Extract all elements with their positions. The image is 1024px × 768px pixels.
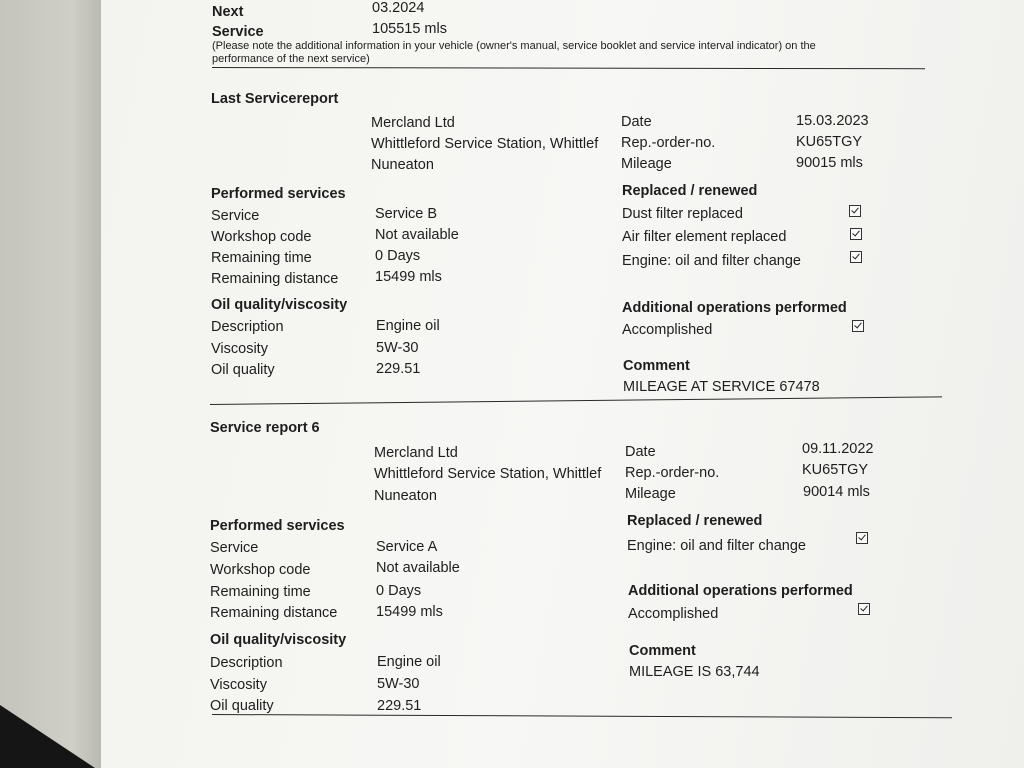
- description-value: Engine oil: [376, 318, 440, 334]
- checked-checkbox-icon: [850, 228, 862, 240]
- dealer-name: Mercland Ltd: [371, 115, 455, 131]
- comment-text: MILEAGE AT SERVICE 67478: [623, 379, 820, 395]
- workshop-label: Workshop code: [210, 562, 311, 578]
- next-service-mileage: 105515 mls: [372, 21, 447, 37]
- accomplished-label: Accomplished: [622, 322, 713, 338]
- checked-checkbox-icon: [849, 205, 861, 217]
- comment-heading: Comment: [623, 358, 690, 374]
- dark-corner: [0, 705, 95, 768]
- oil-quality-value: 229.51: [377, 698, 422, 714]
- oil-quality-heading: Oil quality/viscosity: [211, 297, 348, 313]
- order-value: KU65TGY: [802, 462, 869, 478]
- date-value: 09.11.2022: [802, 441, 874, 457]
- replaced-item: Dust filter replaced: [622, 206, 743, 222]
- accomplished-label: Accomplished: [628, 606, 719, 622]
- remaining-time-label: Remaining time: [211, 250, 312, 266]
- oil-quality-label: Oil quality: [211, 362, 275, 378]
- service-value: Service B: [375, 206, 438, 222]
- replaced-heading: Replaced / renewed: [627, 513, 763, 529]
- remaining-time-label: Remaining time: [210, 584, 311, 600]
- date-value: 15.03.2023: [796, 113, 869, 129]
- dealer-station: Whittleford Service Station, Whittlef: [371, 136, 599, 152]
- service-value: Service A: [376, 539, 438, 555]
- viscosity-value: 5W-30: [377, 676, 420, 692]
- dealer-station: Whittleford Service Station, Whittlef: [374, 466, 602, 482]
- mileage-label: Mileage: [625, 486, 676, 502]
- oil-quality-value: 229.51: [376, 361, 421, 377]
- next-service-date: 03.2024: [372, 0, 425, 16]
- performed-services-heading: Performed services: [211, 186, 346, 202]
- viscosity-label: Viscosity: [211, 341, 268, 357]
- checked-checkbox-icon: [858, 603, 870, 615]
- date-label: Date: [625, 444, 656, 460]
- viscosity-label: Viscosity: [210, 677, 267, 693]
- checked-checkbox-icon: [856, 532, 868, 544]
- dealer-town: Nuneaton: [374, 488, 437, 504]
- description-label: Description: [210, 655, 283, 671]
- additional-operations-heading: Additional operations performed: [628, 583, 853, 599]
- replaced-item: Engine: oil and filter change: [627, 538, 806, 554]
- remaining-distance-label: Remaining distance: [210, 605, 338, 621]
- replaced-item: Engine: oil and filter change: [622, 253, 801, 269]
- background-surface: [0, 0, 102, 768]
- remaining-distance-value: 15499 mls: [376, 604, 443, 620]
- workshop-value: Not available: [375, 227, 459, 243]
- performed-services-heading: Performed services: [210, 518, 345, 534]
- oil-quality-label: Oil quality: [210, 698, 274, 714]
- service-document-page: [101, 0, 1024, 768]
- viscosity-value: 5W-30: [376, 340, 419, 356]
- next-service-label: Service: [212, 24, 264, 40]
- comment-text: MILEAGE IS 63,744: [629, 664, 760, 680]
- order-label: Rep.-order-no.: [625, 465, 720, 481]
- remaining-time-value: 0 Days: [375, 248, 421, 264]
- service-label: Service: [210, 540, 259, 556]
- description-value: Engine oil: [377, 654, 441, 670]
- mileage-value: 90014 mls: [803, 484, 870, 500]
- mileage-value: 90015 mls: [796, 155, 863, 171]
- date-label: Date: [621, 114, 652, 130]
- dealer-name: Mercland Ltd: [374, 445, 458, 461]
- mileage-label: Mileage: [621, 156, 672, 172]
- replaced-item: Air filter element replaced: [622, 229, 787, 245]
- comment-heading: Comment: [629, 643, 696, 659]
- checked-checkbox-icon: [850, 251, 862, 263]
- next-service-note: (Please note the additional information in your vehicle (owner's manual, service booklet and service interval indicator) on the performance of the next service): [212, 40, 816, 66]
- remaining-time-value: 0 Days: [376, 583, 422, 599]
- oil-quality-heading: Oil quality/viscosity: [210, 632, 347, 648]
- order-value: KU65TGY: [796, 134, 863, 150]
- workshop-label: Workshop code: [211, 229, 312, 245]
- workshop-value: Not available: [376, 560, 460, 576]
- report-title: Last Servicereport: [211, 91, 339, 107]
- remaining-distance-label: Remaining distance: [211, 271, 339, 287]
- checked-checkbox-icon: [852, 320, 864, 332]
- dealer-town: Nuneaton: [371, 157, 434, 173]
- replaced-heading: Replaced / renewed: [622, 183, 758, 199]
- remaining-distance-value: 15499 mls: [375, 269, 442, 285]
- service-label: Service: [211, 208, 260, 224]
- additional-operations-heading: Additional operations performed: [622, 300, 847, 316]
- order-label: Rep.-order-no.: [621, 135, 716, 151]
- description-label: Description: [211, 319, 284, 335]
- next-label: Next: [212, 4, 244, 20]
- report-title: Service report 6: [210, 420, 320, 436]
